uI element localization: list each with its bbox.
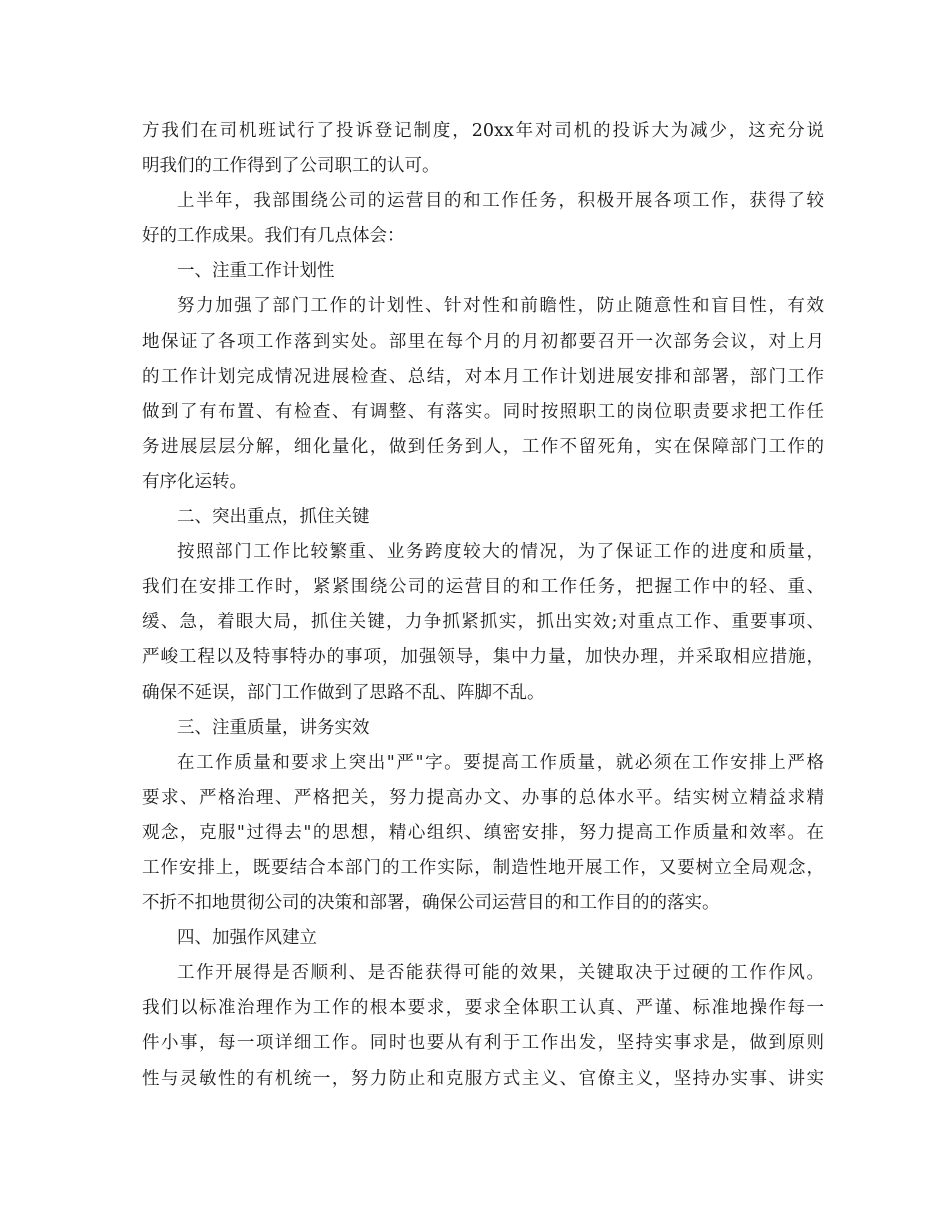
body-line: 在工作质量和要求上突出"严"字。要提高工作质量，就必须在工作安排上严格 <box>177 752 824 773</box>
body-line: 工作开展得是否顺利、是否能获得可能的效果，关键取决于过硬的工作作风。 <box>177 963 824 984</box>
body-line: 方我们在司机班试行了投诉登记制度，20xx年对司机的投诉大为减少，这充分说 <box>142 121 824 141</box>
body-line: 好的工作成果。我们有几点体会： <box>142 226 405 247</box>
body-line: 工作安排上，既要结合本部门的工作实际，制造性地开展工作，又要树立全局观念， <box>142 857 824 878</box>
body-line: 地保证了各项工作落到实处。部里在每个月的月初都要召开一次部务会议，对上月 <box>142 331 824 352</box>
body-line: 件小事，每一项详细工作。同时也要从有利于工作出发，坚持实事求是，做到原则 <box>142 1033 824 1054</box>
body-line: 有序化运转。 <box>142 471 247 492</box>
body-line: 我们以标准治理作为工作的根本要求，要求全体职工认真、严谨、标准地操作每一 <box>142 998 824 1019</box>
body-line: 确保不延误，部门工作做到了思路不乱、阵脚不乱。 <box>142 682 545 703</box>
body-line: 严峻工程以及特事特办的事项，加强领导，集中力量，加快办理，并采取相应措施， <box>142 647 824 668</box>
body-line: 做到了有布置、有检查、有调整、有落实。同时按照职工的岗位职责要求把工作任 <box>142 401 824 422</box>
body-line: 务进展层层分解，细化量化，做到任务到人，工作不留死角，实在保障部门工作的 <box>142 436 824 457</box>
body-line: 的工作计划完成情况进展检查、总结，对本月工作计划进展安排和部署，部门工作 <box>142 366 824 387</box>
body-line: 明我们的工作得到了公司职工的认可。 <box>142 156 440 177</box>
body-line: 不折不扣地贯彻公司的决策和部署，确保公司运营目的和工作目的的落实。 <box>142 893 720 914</box>
body-line: 观念，克服"过得去"的思想，精心组织、缜密安排，努力提高工作质量和效率。在 <box>142 822 824 843</box>
body-line: 缓、急，着眼大局，抓住关键，力争抓紧抓实，抓出实效;对重点工作、重要事项、 <box>142 612 824 633</box>
body-line: 要求、严格治理、严格把关，努力提高办文、办事的总体水平。结实树立精益求精 <box>142 787 824 808</box>
body-line: 努力加强了部门工作的计划性、针对性和前瞻性，防止随意性和盲目性，有效 <box>177 296 824 317</box>
section-heading: 四、加强作风建立 <box>177 928 317 949</box>
section-heading: 二、突出重点，抓住关键 <box>177 507 370 528</box>
section-heading: 三、注重质量，讲务实效 <box>177 717 370 738</box>
section-heading: 一、注重工作计划性 <box>177 261 335 282</box>
body-line: 性与灵敏性的有机统一，努力防止和克服方式主义、官僚主义，坚持办实事、讲实 <box>142 1068 824 1089</box>
body-line: 上半年，我部围绕公司的运营目的和工作任务，积极开展各项工作，获得了较 <box>177 191 824 212</box>
body-line: 我们在安排工作时，紧紧围绕公司的运营目的和工作任务，把握工作中的轻、重、 <box>142 577 824 598</box>
document-body <box>142 114 824 1097</box>
body-line: 按照部门工作比较繁重、业务跨度较大的情况，为了保证工作的进度和质量， <box>177 542 824 563</box>
